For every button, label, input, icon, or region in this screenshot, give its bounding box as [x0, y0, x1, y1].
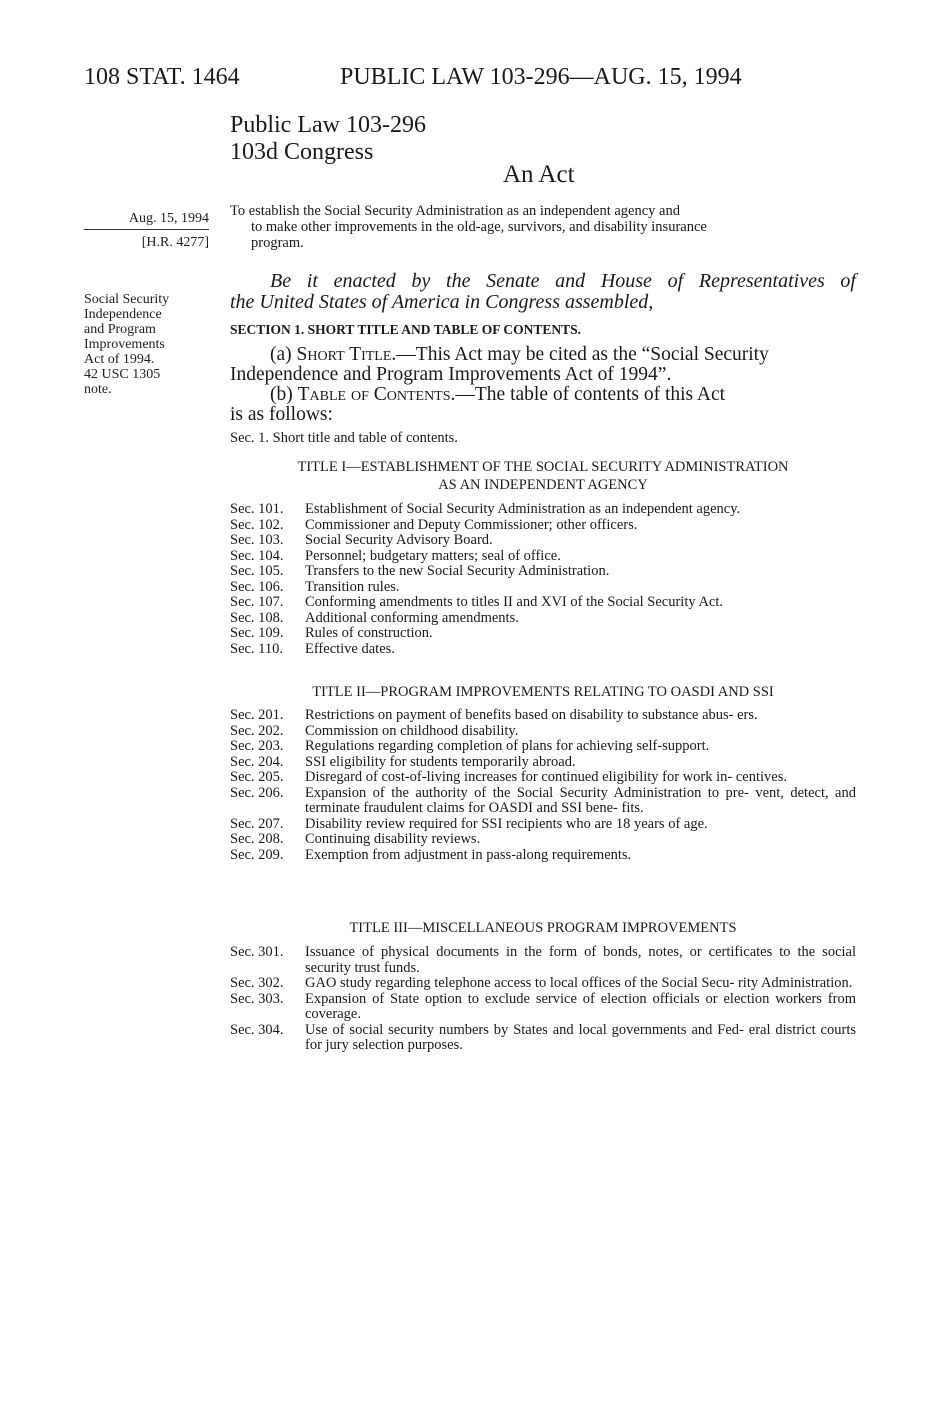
purpose-statement: [230, 203, 856, 251]
short-title-paragraph: (a) Short Title.—This Act may be cited as the “Social Security Independence and Program Improvements Act of 1994”.: [230, 344, 769, 385]
toc-entry: [230, 755, 856, 771]
toc-entry: [230, 611, 856, 627]
toc-section-number: Sec. 303.: [230, 990, 284, 1007]
toc-entry: [230, 770, 856, 786]
toc-section-title: Use of social security numbers by States and local governments and Fed- eral district courts for jury selection purposes.: [305, 1021, 856, 1053]
toc-section-title: Commission on childhood disability.: [305, 722, 519, 739]
toc-section-number: Sec. 102.: [230, 516, 284, 533]
toc-section-number: Sec. 105.: [230, 563, 284, 579]
toc-entry: [230, 595, 856, 611]
title-1-heading: TITLE I—ESTABLISHMENT OF THE SOCIAL SECURITY ADMINISTRATION AS AN INDEPENDENT AGENCY: [297, 459, 789, 493]
an-act-heading: An Act: [503, 161, 575, 188]
margin-bill-number: [H.R. 4277]: [141, 235, 209, 250]
title-2-sections: [230, 708, 856, 863]
toc-entry: [230, 739, 856, 755]
enacting-line: Be it enacted by the Senate and House of Representatives of: [270, 270, 856, 292]
margin-note-line: Independence: [84, 307, 162, 322]
toc-section-title: Commissioner and Deputy Commissioner; other officers.: [305, 516, 638, 533]
toc-section-number: Sec. 209.: [230, 846, 284, 863]
toc-entry: [230, 564, 856, 580]
toc-section-title: Personnel; budgetary matters; seal of office.: [305, 547, 561, 564]
toc-section-number: Sec. 203.: [230, 738, 284, 754]
toc-section-title: Regulations regarding completion of plans for achieving self-support.: [305, 738, 710, 754]
toc-section-title: Disability review required for SSI recipients who are 18 years of age.: [305, 815, 708, 832]
section-1-heading: SECTION 1. SHORT TITLE AND TABLE OF CONTENTS.: [230, 322, 582, 337]
toc-section-number: Sec. 108.: [230, 609, 284, 626]
page-stat-citation: 108 STAT. 1464: [84, 64, 240, 90]
toc-section-number: Sec. 106.: [230, 578, 284, 595]
title-3-sections: [230, 945, 856, 1054]
toc-section-title: Additional conforming amendments.: [305, 609, 519, 626]
toc-section-number: Sec. 205.: [230, 769, 284, 785]
toc-section-number: Sec. 107.: [230, 594, 284, 610]
enacting-line: the United States of America in Congress assembled,: [230, 291, 654, 313]
running-head: PUBLIC LAW 103-296—AUG. 15, 1994: [340, 64, 742, 90]
toc-section-number: Sec. 207.: [230, 815, 284, 832]
toc-entry: [230, 502, 856, 518]
toc-section-title: GAO study regarding telephone access to local offices of the Social Secu- rity Administration.: [305, 975, 853, 991]
toc-section-number: Sec. 101.: [230, 501, 284, 517]
toc-section-number: Sec. 206.: [230, 784, 284, 801]
toc-section-number: Sec. 304.: [230, 1021, 284, 1038]
toc-section-number: Sec. 110.: [230, 640, 284, 657]
toc-section-title: Social Security Advisory Board.: [305, 532, 493, 548]
toc-section-number: Sec. 109.: [230, 625, 284, 641]
toc-section-number: Sec. 202.: [230, 722, 284, 739]
margin-divider: [84, 229, 209, 230]
toc-entry: [230, 724, 856, 740]
toc-entry: [230, 533, 856, 549]
margin-note-line: 42 USC 1305: [84, 367, 161, 382]
toc-entry: [230, 848, 856, 864]
toc-section-title: Issuance of physical documents in the form of bonds, notes, or certificates to the social security trust funds.: [305, 944, 856, 976]
margin-note: [84, 292, 206, 397]
toc-entry: [230, 832, 856, 848]
toc-entry: [230, 992, 856, 1023]
public-law-number: Public Law 103-296: [230, 112, 426, 138]
toc-section-title: Restrictions on payment of benefits based on disability to substance abus- ers.: [305, 707, 758, 723]
toc-sec-1: Sec. 1. Short title and table of contents.: [230, 430, 458, 446]
toc-section-number: Sec. 104.: [230, 547, 284, 564]
table-of-contents-paragraph: (b) Table of Contents.—The table of contents of this Act is as follows:: [230, 384, 726, 425]
toc-section-title: Continuing disability reviews.: [305, 831, 481, 847]
toc-entry: [230, 642, 856, 658]
margin-note-line: Improvements: [84, 337, 165, 352]
short-title-caption: Short Title: [296, 344, 392, 365]
toc-section-title: Disregard of cost-of-living increases for continued eligibility for work in- centives.: [305, 769, 787, 785]
enacting-clause: [230, 271, 856, 313]
toc-section-title: Expansion of State option to exclude service of election officials or election workers from coverage.: [305, 990, 856, 1022]
toc-section-title: Expansion of the authority of the Social Security Administration to pre- vent, detect, and terminate fraudulent claims for OASDI and SSI bene- fits.: [305, 784, 856, 816]
toc-section-title: Conforming amendments to titles II and XVI of the Social Security Act.: [305, 594, 724, 610]
toc-section-number: Sec. 204.: [230, 753, 284, 770]
toc-caption: Table of Contents: [297, 384, 451, 405]
purpose-line: program.: [251, 235, 304, 251]
purpose-line: to make other improvements in the old-age, survivors, and disability insurance: [251, 219, 707, 235]
toc-section-number: Sec. 301.: [230, 944, 284, 960]
toc-section-title: Establishment of Social Security Administration as an independent agency.: [305, 501, 741, 517]
toc-section-number: Sec. 208.: [230, 831, 284, 847]
margin-note-line: Social Security: [84, 292, 170, 307]
toc-entry: [230, 708, 856, 724]
title-1-sections: [230, 502, 856, 657]
toc-entry: [230, 1023, 856, 1054]
toc-entry: [230, 945, 856, 976]
margin-note-line: and Program: [84, 322, 156, 337]
toc-entry: [230, 518, 856, 534]
title-3-heading: TITLE III—MISCELLANEOUS PROGRAM IMPROVEMENTS: [349, 920, 737, 936]
toc-section-number: Sec. 201.: [230, 707, 284, 723]
toc-entry: [230, 976, 856, 992]
toc-section-title: Rules of construction.: [305, 625, 433, 641]
toc-entry: [230, 549, 856, 565]
toc-section-number: Sec. 302.: [230, 975, 284, 991]
toc-section-title: SSI eligibility for students temporarily abroad.: [305, 753, 576, 770]
toc-section-title: Transfers to the new Social Security Administration.: [305, 563, 610, 579]
toc-entry: [230, 817, 856, 833]
toc-section-title: Effective dates.: [305, 640, 395, 657]
margin-note-line: note.: [84, 382, 112, 397]
toc-entry: [230, 626, 856, 642]
congress-number: 103d Congress: [230, 139, 374, 165]
toc-entry: [230, 786, 856, 817]
toc-section-number: Sec. 103.: [230, 532, 284, 548]
toc-entry: [230, 580, 856, 596]
toc-section-title: Exemption from adjustment in pass-along requirements.: [305, 846, 632, 863]
purpose-line: To establish the Social Security Administration as an independent agency and: [230, 203, 680, 219]
toc-section-title: Transition rules.: [305, 578, 400, 595]
margin-enactment-date: Aug. 15, 1994: [128, 211, 209, 226]
title-2-heading: TITLE II—PROGRAM IMPROVEMENTS RELATING TO OASDI AND SSI: [312, 684, 774, 700]
margin-note-line: Act of 1994.: [84, 352, 155, 367]
